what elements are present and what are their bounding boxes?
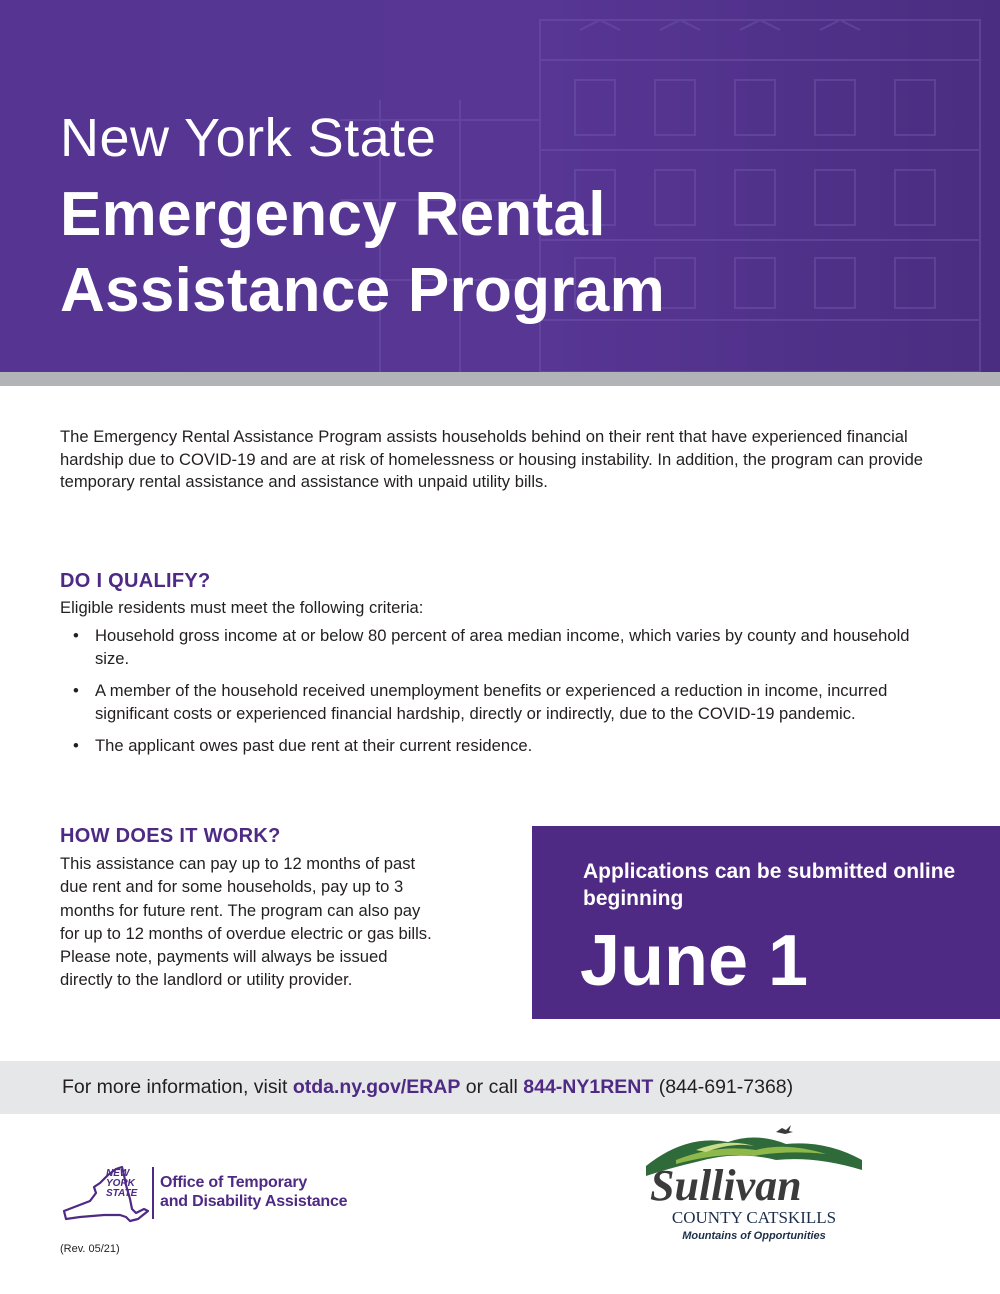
revision-date: (Rev. 05/21) (60, 1243, 120, 1255)
phone-vanity[interactable]: 844-NY1RENT (523, 1076, 654, 1098)
county-name: COUNTY CATSKILLS (671, 1208, 837, 1227)
bullet-icon: • (73, 736, 79, 755)
otda-name-line2: and Disability Assistance (160, 1193, 348, 1210)
application-text: Applications can be submitted online beginning (583, 860, 956, 910)
sullivan-script: Sullivan (650, 1161, 802, 1210)
otda-logo (60, 1163, 380, 1225)
info-band (0, 1061, 1000, 1114)
list-item (60, 680, 930, 725)
criteria-list (60, 625, 930, 768)
bullet-icon: • (73, 626, 79, 645)
otda-name (160, 1173, 347, 1211)
title-state: New York State (60, 108, 437, 168)
header-banner (0, 0, 1000, 372)
criteria-text: Household gross income at or below 80 percent of area median income, which varies by county and household size. (95, 626, 910, 668)
sullivan-county-logo (636, 1120, 872, 1254)
how-paragraph: This assistance can pay up to 12 months of past due rent and for some households, pay up to 3 months for future rent. The program can also pay for up to 12 months of overdue electric or gas bills. Please note, payments will always be issued directly to the landlord or utility provider. (60, 854, 432, 990)
logo-divider (152, 1167, 154, 1219)
intro-paragraph: The Emergency Rental Assistance Program assists households behind on their rent that have experienced financial hardship due to COVID-19 and are at risk of homelessness or housing instability. In addition, the program can provide temporary rental assistance and assistance with unpaid utility bills. (60, 427, 924, 491)
criteria-text: A member of the household received unemployment benefits or experienced a reduction in income, incurred significant costs or experienced financial hardship, directly or indirectly, due to the COVID-19 pandemic. (95, 681, 888, 723)
nys-wordmark (106, 1169, 137, 1199)
list-item (60, 735, 930, 758)
title-program-line1: Emergency Rental (60, 180, 606, 249)
bullet-icon: • (73, 681, 79, 700)
info-line (62, 1061, 793, 1114)
phone-number: (844-691-7368) (653, 1076, 794, 1098)
info-middle: or call (460, 1076, 524, 1098)
sullivan-mountains-logo-image (636, 1120, 872, 1210)
nys-word: NEW (106, 1168, 130, 1179)
info-prefix: For more information, visit (62, 1076, 293, 1098)
qualify-heading: DO I QUALIFY? (60, 570, 211, 592)
how-heading: HOW DOES IT WORK? (60, 825, 281, 847)
qualify-lead: Eligible residents must meet the following criteria: (60, 598, 424, 617)
county-tagline: Mountains of Opportunities (682, 1230, 826, 1242)
list-item (60, 625, 930, 670)
application-date: June 1 (580, 921, 809, 1001)
application-callout (532, 826, 1000, 1019)
nys-word: YORK (106, 1178, 135, 1189)
info-link[interactable]: otda.ny.gov/ERAP (292, 1076, 461, 1098)
title-program-line2: Assistance Program (60, 256, 665, 325)
criteria-text: The applicant owes past due rent at their current residence. (95, 736, 533, 755)
nys-word: STATE (106, 1188, 138, 1199)
header-divider (0, 372, 1000, 386)
otda-name-line1: Office of Temporary (160, 1174, 308, 1191)
